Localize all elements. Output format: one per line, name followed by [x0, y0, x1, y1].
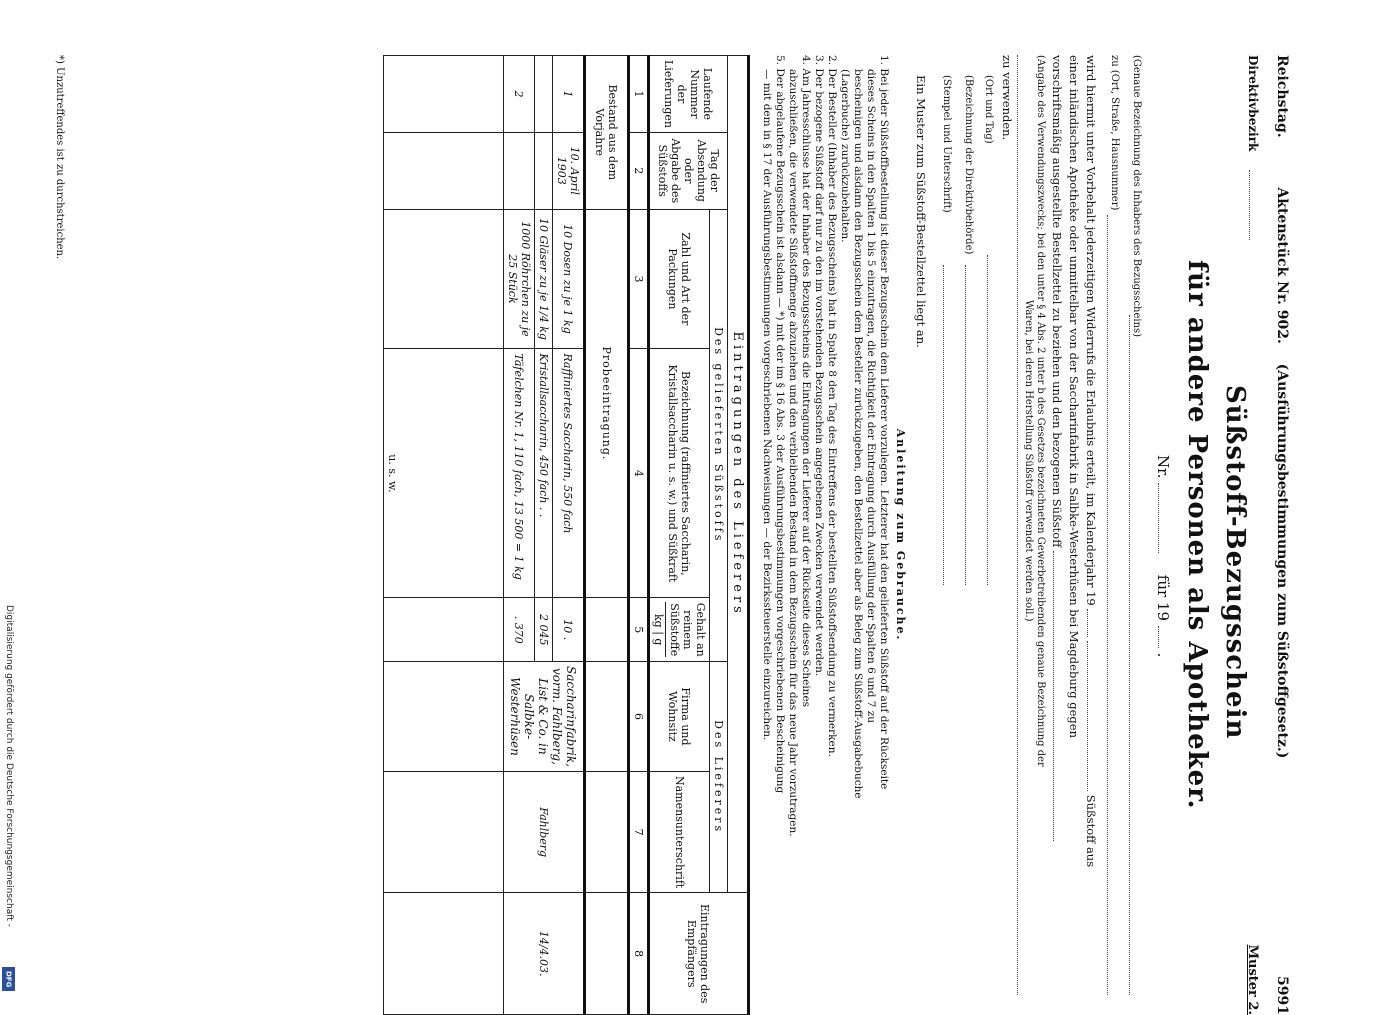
permission-line-3: vorschriftsmäßig ausgestellte Bestellzettel zu beziehen und den bezogenen Süßstoff — [1050, 55, 1064, 841]
form-subtitle: für andere Personen als Apotheker. — [1182, 260, 1212, 810]
col-no-2: 2 — [629, 132, 649, 209]
document-subtitle: (Ausführungsbestimmungen zum Süßstoffgesetz.) — [1274, 363, 1290, 759]
col-header-1: Laufende Nummer der Lieferungen — [649, 56, 728, 133]
holder-label: (Genaue Bezeichnung des Inhabers des Bezugsscheins) — [1131, 55, 1142, 338]
row-weight: . 370 — [504, 598, 535, 662]
digitization-credit: Digitalisierung gefördert durch die Deutsche Forschungsgemeinschaft - — [4, 605, 14, 927]
carry-forward: Bestand aus dem Vorjahre — [585, 56, 629, 210]
location-label: zu (Ort, Straße, Hausnummer) — [1109, 55, 1120, 211]
holder-field — [1129, 315, 1130, 995]
row-packages: 10 Dosen zu je 1 kg — [553, 209, 585, 349]
authority-field — [965, 265, 966, 585]
permission-line-2: einer inländischen Apotheke oder unmittelbar von der Saccharinfabrik in Salbke-Westerhüsen bei Magdeburg gegen — [1067, 55, 1081, 738]
row-date — [535, 132, 553, 209]
col-header-2: Tag der Absendung oder Abgabe des Süßstoffs — [649, 132, 728, 209]
use-line: zu verwenden. — [1000, 55, 1014, 141]
row-designation: Täfelchen Nr. 1, 110 fach, 13 500 = 1 kg — [504, 349, 535, 598]
document-number: Aktenstück Nr. 902. — [1274, 187, 1290, 344]
col-no-8: 8 — [629, 893, 649, 1015]
instruction-line: bescheinigen und alsdann den Bezugsschein dem Besteller zurückzugeben, den Bestellzettel aber als Beleg zum Süßstoff-Ausgabebuche — [852, 69, 864, 799]
district-label: Direktivbezirk — [1246, 55, 1260, 152]
sample-note: Ein Muster zum Süßstoff-Bestellzettel liegt an. — [914, 75, 928, 348]
document-page — [40, 55, 1290, 1015]
col-no-5: 5 — [629, 598, 649, 662]
row-designation: Kristallsaccharin, 450 fach . . — [535, 349, 553, 598]
footnote: *) Unzutreffendes ist zu durchstreichen. — [54, 55, 65, 260]
purpose-note-2: Waren, bei deren Herstellung Süßstoff verwendet werden soll.) — [1023, 300, 1034, 622]
dfg-logo: DFG — [2, 967, 15, 991]
location-field — [1107, 215, 1108, 995]
instruction-line: dieses Scheins in den Spalten 1 bis 5 einzutragen, die Richtigkeit der Eintragung durch Ausfüllung der Spalten 6 und 7 zu — [865, 69, 877, 724]
permission-line-1: wird hiermit unter Vorbehalt jederzeitigen Widerrufs die Erlaubnis erteilt, im Kalenderjahr 19 Süßstoff aus — [1084, 55, 1098, 868]
row-packages: 10 Gläser zu je 1/4 kg — [535, 209, 553, 349]
pattern-label: Muster 2. — [1245, 944, 1260, 1015]
instruction-line: (Lagerbuche) zurückzubehalten. — [839, 69, 851, 243]
page-number: 5991 — [1274, 976, 1290, 1015]
col-no-3: 3 — [629, 209, 649, 349]
instruction-line: 2. Der Besteller (Inhaber des Bezugsscheins) hat in Spalte 8 den Tag des Eintreffens der bestellten Süßstoffsendung zu vermerken. — [826, 55, 838, 757]
authority-label: (Bezeichnung der Direktivbehörde) — [963, 75, 974, 255]
nr-label: Nr. — [1154, 455, 1172, 479]
row-date — [504, 132, 535, 209]
supplier-header: Des Lieferers — [710, 662, 728, 893]
col-no-4: 4 — [629, 349, 649, 598]
usw-cell: u. s. w. — [384, 349, 504, 598]
purpose-note-1: (Angabe des Verwendungszwecks; bei den unter § 4 Abs. 2 unter b des Gesetzes bezeichneten Gewerbetreibenden genaue Bezeichnung der — [1035, 55, 1046, 767]
row-designation: Raffiniertes Saccharin, 550 fach — [553, 349, 585, 598]
instruction-line: 5. Der abgelaufene Bezugsschein ist alsdann — *) mit der im § 16 Abs. 3 der Ausführungsbestimmungen vorgeschriebenen Bescheinigung — [774, 55, 786, 794]
place-date-field — [987, 255, 988, 585]
row-packages: 1000 Röhrchen zu je 25 Stück — [504, 209, 535, 349]
instructions-heading: Anleitung zum Gebrauche. — [894, 428, 907, 642]
col-header-3: Zahl und Art der Packungen — [649, 209, 710, 349]
col-no-7: 7 — [629, 771, 649, 892]
row-signature: Fahlberg — [504, 771, 585, 892]
sample-entry-label: Probeeintragung. — [585, 209, 629, 598]
stamp-label: (Stempel und Unterschrift) — [941, 75, 952, 213]
col-header-6: Firma und Wohnsitz — [649, 662, 710, 772]
form-number-line: Nr. für 19 . — [1154, 455, 1172, 658]
main-header: Eintragungen des Lieferers — [728, 56, 749, 893]
col-header-7: Namensunterschrift — [649, 771, 710, 892]
row-received: 14/4.03. — [504, 893, 585, 1015]
col-no-1: 1 — [629, 56, 649, 133]
stamp-field — [943, 265, 944, 585]
col-header-5: Gehalt an reinem Süßstoffe kg | g — [649, 598, 710, 662]
row-nr — [535, 56, 553, 133]
row-date: 10. April 1903 — [553, 132, 585, 209]
instruction-line: abzuschließen, die verwendete Süßstoffmenge abzuziehen und den verbleibenden Bestand in dem Bezugsschein für das neue Jahr vorzutragen. — [787, 69, 799, 837]
goods-header: Des gelieferten Süßstoffs — [710, 209, 728, 662]
row-nr: 1 — [553, 56, 585, 133]
instruction-line: — mit dem in § 17 der Ausführungsbestimmungen vorgeschriebenen Nachweisungen — der Bezirkssteuerstelle einzureichen. — [761, 69, 773, 741]
row-weight: 10 . — [553, 598, 585, 662]
instructions-list — [760, 55, 890, 1015]
district-field — [1249, 170, 1250, 240]
form-title: Süßstoff-Bezugsschein — [1220, 385, 1250, 740]
recipient-header: Eintragungen des Empfängers — [649, 893, 749, 1015]
instruction-line: 3. Der bezogene Süßstoff darf nur zu den im vorstehenden Bezugsschein angegebenen Zwecken verwendet werden. — [813, 55, 825, 677]
purpose-field — [1017, 55, 1018, 995]
publication-name: Reichstag. — [1274, 55, 1290, 138]
row-weight: 2 045 — [535, 598, 553, 662]
year-label: für 19 — [1154, 574, 1172, 622]
place-date-label: (Ort und Tag) — [983, 75, 994, 144]
place-date-line — [979, 55, 992, 1015]
delivery-table — [383, 55, 750, 1015]
row-firm: Saccharinfabrik, vorm. Fahlberg, List & Co. in Salbke-Westerhüsen — [504, 662, 585, 772]
col-header-4: Bezeichnung (raffiniertes Saccharin, Kristallsaccharin u. s. w.) und Süßkraft — [649, 349, 710, 598]
instruction-line: 1. Bei jeder Süßstoffbestellung ist dieser Bezugsschein dem Lieferer vorzulegen. Letzterer hat den gelieferten Süßstoff auf der Rückseite — [878, 55, 890, 790]
running-header — [1274, 55, 1290, 1015]
instruction-line: 4. Am Jahresschlusse hat der Inhaber des Bezugsscheins die Eintragungen der Lieferer auf der Rückseite dieses Scheines — [800, 55, 812, 708]
col-no-6: 6 — [629, 662, 649, 772]
row-nr: 2 — [504, 56, 535, 133]
